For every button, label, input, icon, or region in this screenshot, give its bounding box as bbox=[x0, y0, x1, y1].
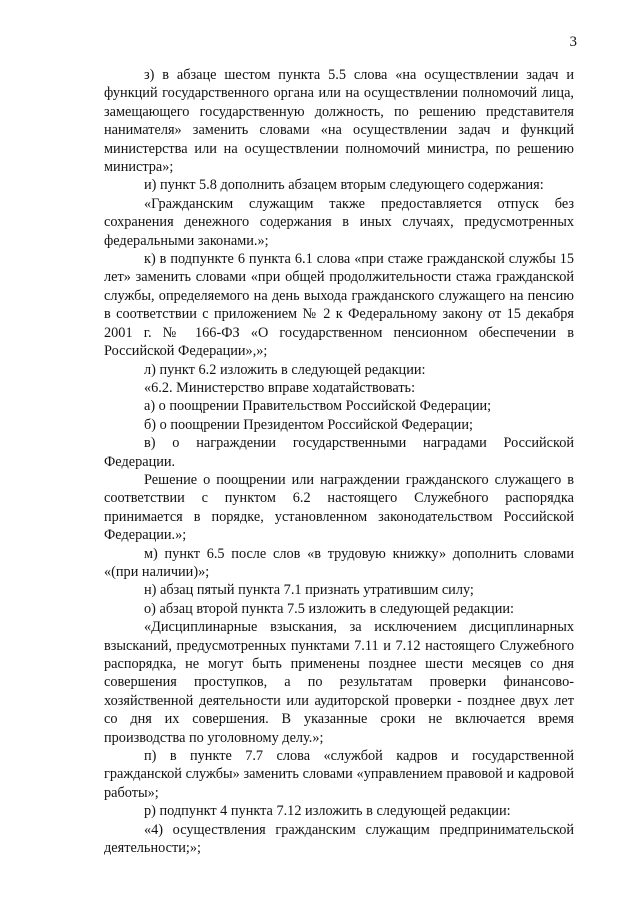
paragraph-z: з) в абзаце шестом пункта 5.5 слова «на осуществлении задач и функций государственного органа или на осуществлении полномочий лица, замещающего государственную должность, по решению представителя нанимателя» заменить словами «на осуществлении задач и функций министерства или на осуществлении полномочий министра, по решению министра»; bbox=[104, 67, 574, 176]
paragraph-o: о) абзац второй пункта 7.5 изложить в следующей редакции: bbox=[144, 600, 514, 617]
paragraph-6-2-a: а) о поощрении Правительством Российской Федерации; bbox=[144, 398, 492, 415]
paragraph-r: р) подпункт 4 пункта 7.12 изложить в следующей редакции: bbox=[144, 803, 511, 820]
paragraph-6-2: «6.2. Министерство вправе ходатайствовать: bbox=[144, 379, 416, 396]
paragraph-m: м) пункт 6.5 после слов «в трудовую книжку» дополнить словами «(при наличии)»; bbox=[104, 545, 574, 580]
paragraph-l: л) пункт 6.2 изложить в следующей редакции: bbox=[144, 361, 426, 378]
paragraph-n: н) абзац пятый пункта 7.1 признать утратившим силу; bbox=[144, 582, 474, 599]
paragraph-o-text: «Дисциплинарные взыскания, за исключением дисциплинарных взысканий, предусмотренных пунктами 7.11 и 7.12 настоящего Служебного распорядка, не могут быть применены позднее шести месяцев со дня совершения проступков, а по результатам проверки финансово-хозяйственной деятельности или аудиторской проверки - позднее двух лет со дня их совершения. В указанные сроки не включается время производства по уголовному делу.»; bbox=[104, 619, 574, 746]
paragraph-6-2-v: в) о награждении государственными наградами Российской Федерации. bbox=[104, 435, 574, 470]
paragraph-i: и) пункт 5.8 дополнить абзацем вторым следующего содержания: bbox=[144, 177, 544, 194]
paragraph-i-text: «Гражданским служащим также предоставляется отпуск без сохранения денежного содержания в иных случаях, предусмотренных федеральными законами.»; bbox=[104, 195, 574, 249]
page-number: 3 bbox=[569, 34, 577, 50]
document-body bbox=[104, 66, 574, 857]
paragraph-6-2-decision: Решение о поощрении или награждении гражданского служащего в соответствии с пунктом 6.2 настоящего Служебного распорядка принимается в порядке, установленном законодательством Российской Федерации.»; bbox=[104, 471, 574, 544]
paragraph-r-text: «4) осуществления гражданским служащим предпринимательской деятельности;»; bbox=[104, 821, 574, 857]
paragraph-k: к) в подпункте 6 пункта 6.1 слова «при стаже гражданской службы 15 лет» заменить словами «при общей продолжительности стажа гражданской службы, определяемого на день выхода гражданского служащего на пенсию в соответствии с приложением № 2 к Федеральному закону от 15 декабря 2001 г. № 166-ФЗ «О государственном пенсионном обеспечении в Российской Федерации»,»; bbox=[104, 251, 574, 360]
paragraph-6-2-b: б) о поощрении Президентом Российской Федерации; bbox=[144, 416, 473, 433]
paragraph-p: п) в пункте 7.7 слова «службой кадров и государственной гражданской службы» заменить словами «управлением правовой и кадровой работы»; bbox=[104, 748, 574, 801]
